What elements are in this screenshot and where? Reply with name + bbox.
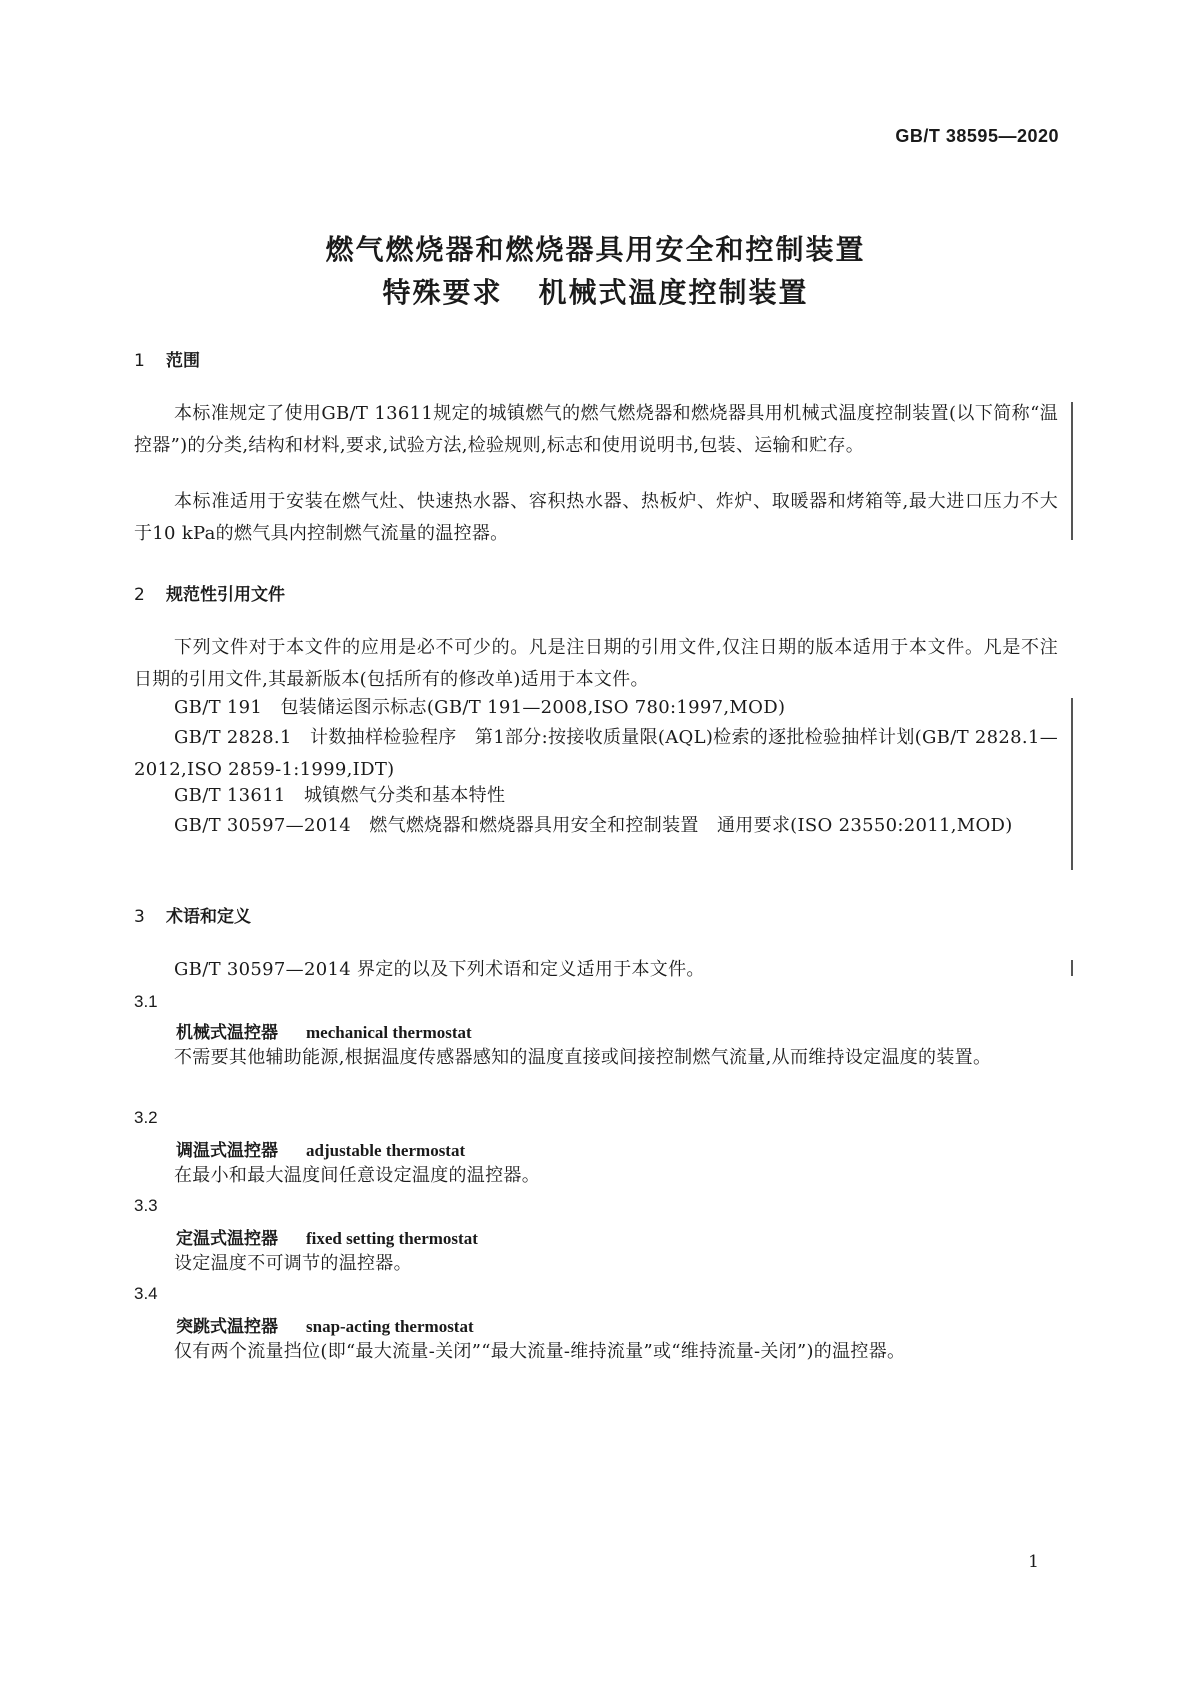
term-definition: 在最小和最大温度间任意设定温度的温控器。 xyxy=(174,1165,540,1186)
scope-paragraph-1: 本标准规定了使用GB/T 13611规定的城镇燃气的燃气燃烧器和燃烧器具用机械式温度控制装置(以下简称“温控器”)的分类,结构和材料,要求,试验方法,检验规则,标志和使用说明书,包装、运输和贮存。 xyxy=(134,403,1058,456)
term-number: 3.4 xyxy=(134,1284,158,1303)
term-chinese: 定温式温控器 xyxy=(176,1229,278,1249)
section-title: 规范性引用文件 xyxy=(166,585,285,605)
term-definition: 设定温度不可调节的温控器。 xyxy=(174,1253,412,1274)
term-english: mechanical thermostat xyxy=(306,1023,472,1042)
term-definition: 不需要其他辅助能源,根据温度传感器感知的温度直接或间接控制燃气流量,从而维持设定温度的装置。 xyxy=(174,1047,992,1068)
terms-intro: GB/T 30597—2014 界定的以及下列术语和定义适用于本文件。 xyxy=(174,959,705,980)
term-heading xyxy=(176,1224,478,1249)
term-english: fixed setting thermostat xyxy=(306,1229,478,1248)
section-title: 术语和定义 xyxy=(166,907,251,927)
change-bar xyxy=(1071,698,1073,870)
term-heading xyxy=(176,1136,465,1161)
change-bar xyxy=(1071,402,1073,540)
section-number: 2 xyxy=(134,585,145,605)
title-part1: 特殊要求 xyxy=(382,276,503,309)
reference-gbt13611: GB/T 13611 城镇燃气分类和基本特性 xyxy=(174,785,506,806)
term-chinese: 调温式温控器 xyxy=(176,1141,278,1161)
section-3-heading xyxy=(134,902,251,927)
term-number: 3.1 xyxy=(134,992,158,1011)
section-title: 范围 xyxy=(166,351,200,371)
section-number: 1 xyxy=(134,351,145,371)
references-intro: 下列文件对于本文件的应用是必不可少的。凡是注日期的引用文件,仅注日期的版本适用于本文件。凡是不注日期的引用文件,其最新版本(包括所有的修改单)适用于本文件。 xyxy=(134,637,1058,690)
term-number: 3.3 xyxy=(134,1196,158,1215)
term-number: 3.2 xyxy=(134,1108,158,1127)
reference-gbt2828: GB/T 2828.1 计数抽样检验程序 第1部分:按接收质量限(AQL)检索的逐批检验抽样计划(GB/T 2828.1—2012,ISO 2859-1:1999,IDT) xyxy=(134,727,1058,780)
term-chinese: 机械式温控器 xyxy=(176,1023,278,1043)
scope-paragraph-2: 本标准适用于安装在燃气灶、快速热水器、容积热水器、热板炉、炸炉、取暖器和烤箱等,最大进口压力不大于10 kPa的燃气具内控制燃气流量的温控器。 xyxy=(134,491,1058,544)
section-2-heading xyxy=(134,580,285,605)
title-part2: 机械式温度控制装置 xyxy=(538,276,809,309)
reference-gbt30597: GB/T 30597—2014 燃气燃烧器和燃烧器具用安全和控制装置 通用要求(ISO 23550:2011,MOD) xyxy=(174,815,1013,836)
section-number: 3 xyxy=(134,907,145,927)
term-definition: 仅有两个流量挡位(即“最大流量-关闭”“最大流量-维持流量”或“维持流量-关闭”)的温控器。 xyxy=(174,1341,906,1362)
reference-gbt191: GB/T 191 包装储运图示标志(GB/T 191—2008,ISO 780:1997,MOD) xyxy=(174,697,786,718)
change-bar xyxy=(1071,960,1073,976)
page-number: 1 xyxy=(1028,1552,1039,1572)
term-heading xyxy=(176,1018,472,1043)
term-english: snap-acting thermostat xyxy=(306,1317,474,1336)
term-english: adjustable thermostat xyxy=(306,1141,466,1160)
term-chinese: 突跳式温控器 xyxy=(176,1317,278,1337)
standard-number: GB/T 38595—2020 xyxy=(895,126,1059,146)
document-title-line2 xyxy=(0,271,1191,311)
document-title-line1: 燃气燃烧器和燃烧器具用安全和控制装置 xyxy=(325,233,866,266)
term-heading xyxy=(176,1312,474,1337)
section-1-heading xyxy=(134,346,200,371)
